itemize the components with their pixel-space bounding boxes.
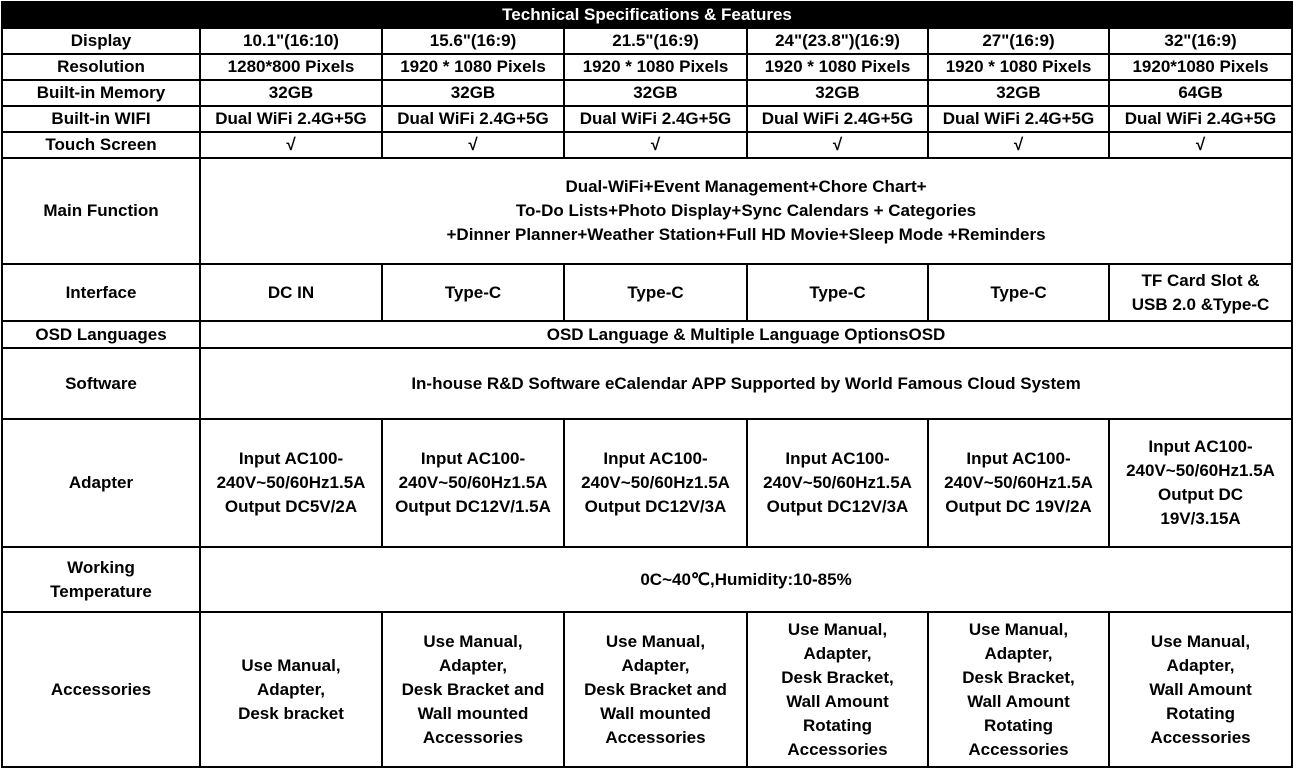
cell-line: Use Manual, <box>605 631 706 651</box>
cell <box>747 612 928 767</box>
cell <box>928 419 1109 547</box>
cell: 32GB <box>564 80 747 106</box>
cell <box>564 612 747 767</box>
temperature-cell: 0C~40℃,Humidity:10-85% <box>200 547 1292 612</box>
table-row-osd-languages <box>2 321 1292 348</box>
cell-line: Output DC12V/3A <box>584 497 727 516</box>
cell-line: Output DC5V/2A <box>224 497 358 516</box>
cell-line: Accessories <box>968 739 1069 759</box>
cell: 1920 * 1080 Pixels <box>747 54 928 80</box>
cell: Type-C <box>747 264 928 321</box>
row-label: Accessories <box>2 612 200 767</box>
cell-line: Adapter, <box>621 655 690 675</box>
checkmark-icon: √ <box>747 132 928 158</box>
cell: Dual WiFi 2.4G+5G <box>747 106 928 132</box>
cell-line: Wall mounted <box>417 703 529 723</box>
cell: 1920 * 1080 Pixels <box>928 54 1109 80</box>
cell-line: Output DC12V/1.5A <box>395 497 551 516</box>
cell: 64GB <box>1109 80 1292 106</box>
cell-line: Rotating <box>803 715 872 735</box>
cell: Type-C <box>382 264 564 321</box>
cell-line: Adapter, <box>1166 655 1235 675</box>
table-row-memory <box>2 80 1292 106</box>
cell-line: Adapter, <box>256 679 326 699</box>
row-label: Built-in Memory <box>2 80 200 106</box>
cell-line: Use Manual, <box>423 631 523 651</box>
cell-line: Accessories <box>787 739 888 759</box>
cell <box>747 419 928 547</box>
cell-line: Input AC100- <box>603 449 708 468</box>
cell: Dual WiFi 2.4G+5G <box>382 106 564 132</box>
cell-line: Input AC100- <box>785 449 890 468</box>
cell <box>564 419 747 547</box>
cell-line: Wall Amount <box>786 691 889 711</box>
row-label <box>2 547 200 612</box>
cell-line: Desk Bracket and <box>584 679 727 699</box>
cell <box>382 419 564 547</box>
cell <box>1109 419 1292 547</box>
cell-line: Accessories <box>1150 727 1251 747</box>
cell-line: Use Manual, <box>1150 631 1251 651</box>
cell-line: Desk Bracket, <box>962 667 1075 687</box>
cell: 27"(16:9) <box>928 28 1109 54</box>
row-label: Software <box>2 348 200 419</box>
cell-line: Adapter, <box>438 655 508 675</box>
cell: 1920 * 1080 Pixels <box>564 54 747 80</box>
cell: 1920 * 1080 Pixels <box>382 54 564 80</box>
cell-line: TF Card Slot & <box>1141 270 1260 290</box>
main-function-line: To-Do Lists+Photo Display+Sync Calendars + Categories <box>515 201 977 220</box>
cell: Dual WiFi 2.4G+5G <box>564 106 747 132</box>
cell-line: Rotating <box>984 715 1053 735</box>
cell: 32GB <box>200 80 382 106</box>
row-label: OSD Languages <box>2 321 200 348</box>
row-label: Main Function <box>2 158 200 264</box>
cell <box>200 612 382 767</box>
cell-line: Input AC100- <box>1148 437 1253 456</box>
cell-line: Use Manual, <box>968 619 1069 639</box>
cell: 10.1"(16:10) <box>200 28 382 54</box>
cell-line: 19V/3.15A <box>1160 509 1241 528</box>
cell <box>928 612 1109 767</box>
cell: DC IN <box>200 264 382 321</box>
cell-line: Input AC100- <box>420 449 526 468</box>
checkmark-icon: √ <box>382 132 564 158</box>
cell-line: Output DC 19V/2A <box>945 497 1092 516</box>
cell-line: Accessories <box>422 727 524 747</box>
cell <box>1109 612 1292 767</box>
cell <box>382 612 564 767</box>
cell: Type-C <box>928 264 1109 321</box>
row-label: Touch Screen <box>2 132 200 158</box>
cell-line: Desk Bracket and <box>401 679 545 699</box>
row-label: Resolution <box>2 54 200 80</box>
software-cell: In-house R&D Software eCalendar APP Supported by World Famous Cloud System <box>200 348 1292 419</box>
cell-line: Wall Amount <box>1149 679 1252 699</box>
main-function-line: Dual-WiFi+Event Management+Chore Chart+ <box>565 177 927 196</box>
table-row-software <box>2 348 1292 419</box>
cell-line: Rotating <box>1166 703 1235 723</box>
cell: 24"(23.8")(16:9) <box>747 28 928 54</box>
row-label: Interface <box>2 264 200 321</box>
cell-line: Adapter, <box>803 643 872 663</box>
cell-line: 240V~50/60Hz1.5A <box>1126 461 1275 480</box>
table-row-resolution <box>2 54 1292 80</box>
cell-line: Use Manual, <box>787 619 888 639</box>
table-title: Technical Specifications & Features <box>2 2 1292 28</box>
table-row-wifi <box>2 106 1292 132</box>
cell-line: Wall Amount <box>967 691 1070 711</box>
cell-line: 240V~50/60Hz1.5A <box>944 473 1093 492</box>
main-function-line: +Dinner Planner+Weather Station+Full HD Movie+Sleep Mode +Reminders <box>446 225 1046 244</box>
cell: 32GB <box>747 80 928 106</box>
table-row-working-temperature <box>2 547 1292 612</box>
cell: 21.5"(16:9) <box>564 28 747 54</box>
cell-line: Input AC100- <box>966 449 1071 468</box>
cell: Dual WiFi 2.4G+5G <box>1109 106 1292 132</box>
main-function-cell <box>200 158 1292 264</box>
label-line: Temperature <box>50 581 152 601</box>
cell: 32GB <box>928 80 1109 106</box>
table-row-interface <box>2 264 1292 321</box>
cell-line: 240V~50/60Hz1.5A <box>581 473 730 492</box>
table-row-display <box>2 28 1292 54</box>
cell-line: Desk bracket <box>238 703 344 723</box>
cell-line: Output DC <box>1158 485 1244 504</box>
osd-cell: OSD Language & Multiple Language OptionsOSD <box>200 321 1292 348</box>
cell-line: Adapter, <box>984 643 1053 663</box>
cell <box>200 419 382 547</box>
cell-line: 240V~50/60Hz1.5A <box>763 473 912 492</box>
cell: 32GB <box>382 80 564 106</box>
row-label: Display <box>2 28 200 54</box>
checkmark-icon: √ <box>1109 132 1292 158</box>
row-label: Adapter <box>2 419 200 547</box>
cell-line: Input AC100- <box>238 449 344 468</box>
cell: 15.6"(16:9) <box>382 28 564 54</box>
table-row-adapter <box>2 419 1292 547</box>
cell-line: 240V~50/60Hz1.5A <box>398 473 548 492</box>
cell: 1280*800 Pixels <box>200 54 382 80</box>
cell: 32"(16:9) <box>1109 28 1292 54</box>
cell-line: 240V~50/60Hz1.5A <box>216 473 366 492</box>
label-line: Working <box>67 557 135 577</box>
cell-line: Desk Bracket, <box>781 667 894 687</box>
checkmark-icon: √ <box>564 132 747 158</box>
table-row-accessories <box>2 612 1292 767</box>
cell-line: Wall mounted <box>600 703 711 723</box>
cell: 1920*1080 Pixels <box>1109 54 1292 80</box>
row-label: Built-in WIFI <box>2 106 200 132</box>
checkmark-icon: √ <box>928 132 1109 158</box>
table-row-main-function <box>2 158 1292 264</box>
cell: Dual WiFi 2.4G+5G <box>200 106 382 132</box>
checkmark-icon: √ <box>200 132 382 158</box>
cell-line: Output DC12V/3A <box>766 497 909 516</box>
cell <box>1109 264 1292 321</box>
cell: Dual WiFi 2.4G+5G <box>928 106 1109 132</box>
table-row-touch-screen <box>2 132 1292 158</box>
cell-line: Accessories <box>605 727 706 747</box>
cell-line: Use Manual, <box>241 655 341 675</box>
cell-line: USB 2.0 &Type-C <box>1131 294 1270 314</box>
cell: Type-C <box>564 264 747 321</box>
spec-table <box>1 1 1293 768</box>
